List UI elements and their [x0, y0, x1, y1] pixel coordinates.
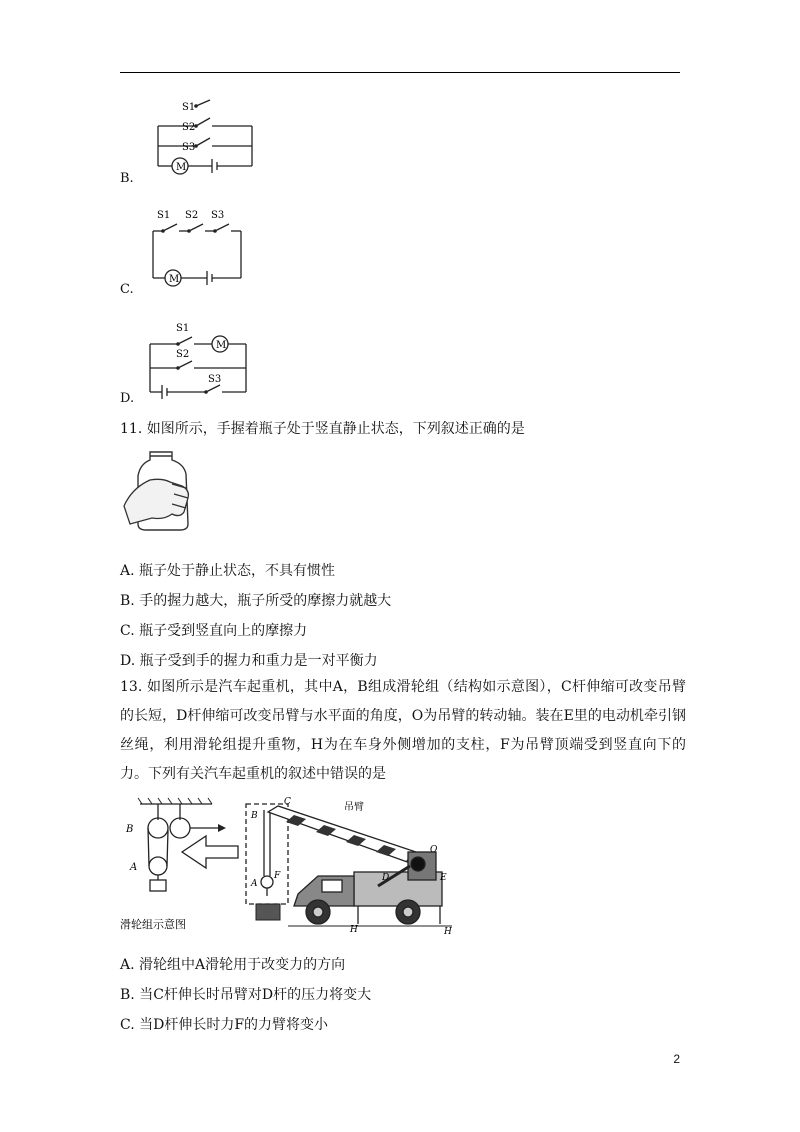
switch-s1-c: S1	[157, 210, 171, 221]
q11-option-b: B. 手的握力越大，瓶子所受的摩擦力就越大	[120, 593, 392, 609]
switch-s1-b: S1	[182, 102, 196, 113]
option-b-label: B.	[120, 171, 134, 186]
motor-m-c: M	[169, 274, 180, 285]
switch-s3-b: S3	[182, 142, 196, 153]
crane-letter-d: D	[382, 873, 390, 883]
header-rule	[120, 72, 680, 73]
motor-m-d: M	[216, 340, 227, 351]
box-letter-f: F	[274, 871, 281, 881]
crane-figure	[118, 796, 458, 938]
question-13-stem: 13. 如图所示是汽车起重机，其中A，B组成滑轮组（结构如示意图），C杆伸缩可改变吊臂的长短，D杆伸缩可改变吊臂与水平面的角度，O为吊臂的转动轴。装在E里的电动机牵引钢丝绳，利用滑轮组提升重物，H为在车身外侧增加的支柱，F为吊臂顶端受到竖直向下的力。下列有关汽车起重机的叙述中错误的是	[120, 679, 686, 782]
q13-option-c: C. 当D杆伸长时力F的力臂将变小	[120, 1017, 329, 1033]
switch-s2-d: S2	[176, 349, 190, 360]
switch-s2-b: S2	[182, 122, 196, 133]
switch-s3-d: S3	[208, 374, 222, 385]
circuit-diagram-c	[145, 206, 250, 292]
hollow-arrow-icon	[182, 836, 238, 868]
circuit-diagram-d	[142, 320, 254, 400]
switch-s2-c: S2	[185, 210, 199, 221]
switch-s3-c: S3	[211, 210, 225, 221]
box-letter-a: A	[251, 879, 258, 889]
crane-letter-h1: H	[350, 925, 358, 935]
pulley-letter-a: A	[130, 862, 138, 873]
page-number: 2	[673, 1052, 680, 1066]
load-block	[256, 904, 280, 920]
crane-arm-label: 吊臂	[344, 802, 364, 813]
motor-m-b: M	[176, 162, 187, 173]
box-letter-b: B	[251, 811, 258, 821]
q13-option-a: A. 滑轮组中A滑轮用于改变力的方向	[120, 957, 346, 973]
option-c-label: C.	[120, 282, 134, 297]
pulley-letter-b: B	[126, 824, 134, 835]
circuit-diagram-b	[150, 96, 260, 182]
option-d-label: D.	[120, 391, 135, 406]
pulley-caption: 滑轮组示意图	[120, 918, 186, 931]
q11-option-a: A. 瓶子处于静止状态，不具有惯性	[120, 563, 336, 579]
hand-bottle-figure	[122, 448, 202, 532]
q11-option-c: C. 瓶子受到竖直向上的摩擦力	[120, 623, 308, 639]
crane-letter-c: C	[284, 797, 291, 807]
crane-letter-o: O	[430, 845, 438, 855]
crane-letter-h2: H	[444, 927, 452, 937]
q13-option-b: B. 当C杆伸长时吊臂对D杆的压力将变大	[120, 987, 372, 1003]
crane-letter-e: E	[440, 873, 447, 883]
question-11-stem: 11. 如图所示，手握着瓶子处于竖直静止状态，下列叙述正确的是	[120, 421, 525, 437]
q11-option-d: D. 瓶子受到手的握力和重力是一对平衡力	[120, 653, 378, 669]
switch-s1-d: S1	[176, 323, 190, 334]
